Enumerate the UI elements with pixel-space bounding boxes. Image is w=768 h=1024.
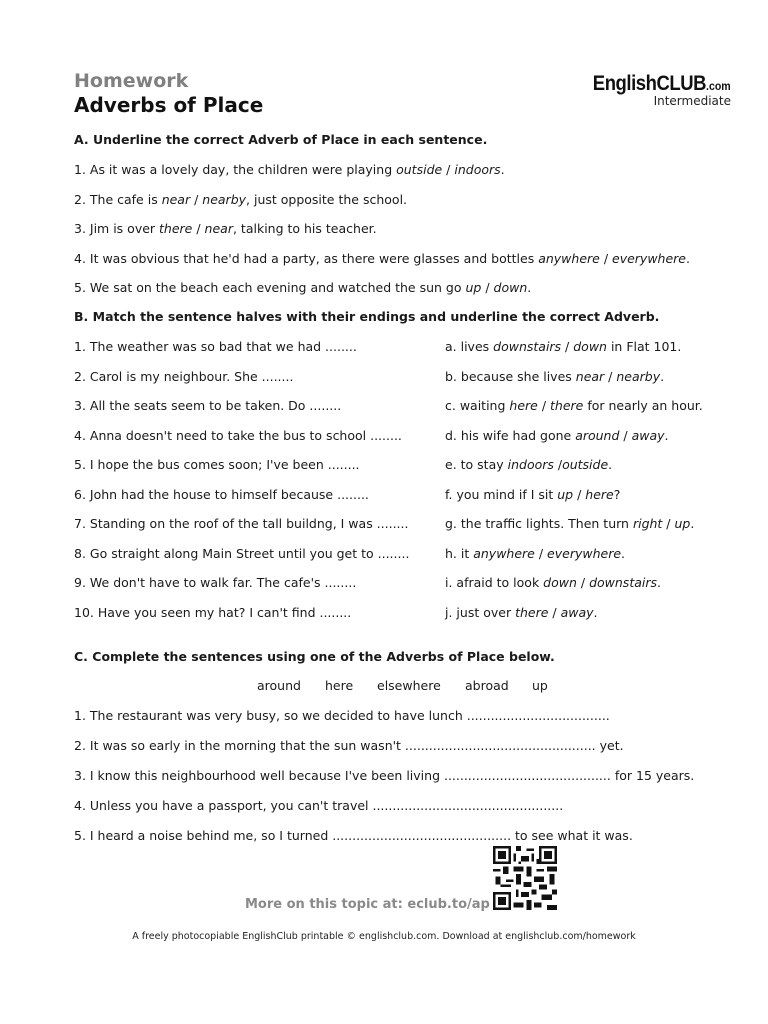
adverb-choice: here [585, 486, 614, 502]
level-label: Intermediate [653, 94, 731, 108]
adverb-choice: outside [396, 162, 443, 177]
word-bank-item: up [532, 678, 548, 693]
adverb-choice: up [557, 486, 574, 502]
adverb-choice: right [632, 516, 663, 531]
adverb-choice: indoors [507, 457, 554, 472]
sentence-text: , just opposite the school. [246, 191, 408, 207]
footer-text: A freely photocopiable EnglishClub printable © englishclub.com. Download at englishclub.com/homework [132, 931, 636, 942]
sentence-text: 5. I hope the bus comes soon; I've been ........ [74, 457, 360, 472]
sentence-text: j. just over [445, 604, 516, 620]
sentence-text: b. because she lives [445, 368, 576, 384]
sentence-text: . [686, 250, 690, 266]
sentence-text: 1. As it was a lovely day, the children were playing [74, 162, 397, 177]
sentence-text: a. lives [445, 339, 494, 354]
sentence-text: 9. We don't have to walk far. The cafe's ........ [74, 575, 357, 590]
adverb-choice: up [674, 516, 691, 531]
exercise-line [74, 516, 408, 531]
sentence-text: 8. Go straight along Main Street until you get to ........ [74, 545, 410, 561]
exercise-line [74, 162, 505, 177]
sentence-text: 10. Have you seen my hat? I can't find ........ [74, 604, 352, 620]
exercise-line [445, 428, 669, 443]
exercise-line [445, 605, 598, 620]
logo-suffix: .com [706, 79, 731, 93]
adverb-choice: indoors [454, 162, 501, 177]
sentence-text: 2. It was so early in the morning that the sun wasn't ................................................ yet. [74, 738, 624, 753]
page-subtitle: Homework [74, 70, 189, 92]
adverb-choice: near [575, 368, 605, 384]
adverb-choice: here [509, 398, 538, 413]
exercise-line [445, 369, 664, 384]
sentence-text: 5. I heard a noise behind me, so I turned ............................................. to see what it was. [74, 828, 633, 843]
sentence-text: 3. Jim is over [74, 221, 160, 236]
sentence-text: / [548, 604, 561, 620]
sentence-text: . [664, 427, 669, 443]
exercise-line [74, 192, 407, 207]
word-bank-item: here [325, 678, 354, 693]
page-title: Adverbs of Place [74, 93, 264, 117]
adverb-choice: nearby [616, 368, 661, 384]
sentence-text: 6. John had the house to himself because ........ [74, 486, 369, 502]
word-bank-item: elsewhere [377, 678, 441, 693]
exercise-line [74, 708, 610, 723]
sentence-text: 2. The cafe is [74, 191, 162, 207]
adverb-choice: near [204, 221, 233, 236]
sentence-text: in Flat 101. [606, 339, 682, 354]
sentence-text: . [657, 575, 661, 590]
section-a-heading: A. Underline the correct Adverb of Place in each sentence. [74, 132, 488, 147]
adverb-choice: there [550, 398, 584, 413]
sentence-text: / [553, 457, 563, 472]
sentence-text: g. the traffic lights. Then turn [445, 516, 633, 531]
sentence-text: 4. Unless you have a passport, you can't travel ................................................ [74, 798, 564, 813]
sentence-text: 2. Carol is my neighbour. She ........ [74, 368, 294, 384]
exercise-line [445, 546, 625, 561]
exercise-line [74, 369, 293, 384]
sentence-text: 1. The restaurant was very busy, so we decided to have lunch .................................... [74, 708, 610, 723]
sentence-text: / [604, 368, 617, 384]
exercise-line [74, 546, 409, 561]
sentence-text: . [621, 545, 626, 561]
sentence-text: i. afraid to look [445, 575, 544, 590]
exercise-line [74, 339, 357, 354]
sentence-text: 3. I know this neighbourhood well because I've been living .......................................... for 15 years. [74, 768, 695, 783]
adverb-choice: down [493, 280, 528, 295]
sentence-text: / [442, 162, 455, 177]
logo-main: EnglishCLUB [593, 72, 707, 95]
qr-code[interactable] [493, 846, 557, 910]
adverb-choice: downstairs [589, 575, 658, 590]
adverb-choice: nearby [202, 191, 247, 207]
sentence-text: 4. It was obvious that he'd had a party, as there were glasses and bottles [74, 250, 539, 266]
sentence-text: . [690, 516, 695, 531]
sentence-text: / [192, 221, 205, 236]
sentence-text: / [576, 575, 590, 590]
adverb-choice: everywhere [547, 545, 622, 561]
sentence-text: . [660, 368, 665, 384]
sentence-text: for nearly an hour. [583, 398, 703, 413]
sentence-text: 1. The weather was so bad that we had ........ [74, 339, 357, 354]
exercise-line [445, 457, 612, 472]
exercise-line [445, 487, 620, 502]
exercise-line [74, 280, 531, 295]
sentence-text: . [500, 162, 505, 177]
exercise-line [445, 398, 703, 413]
adverb-choice: up [465, 280, 482, 295]
word-bank-item: abroad [465, 678, 509, 693]
sentence-text: / [537, 398, 551, 413]
sentence-text: ? [613, 486, 621, 502]
sentence-text: / [481, 280, 494, 295]
sentence-text: / [190, 191, 203, 207]
sentence-text: / [573, 486, 586, 502]
exercise-line [74, 398, 341, 413]
englishclub-logo [593, 72, 731, 96]
sentence-text: / [561, 339, 574, 354]
sentence-text: / [619, 427, 632, 443]
sentence-text: 7. Standing on the roof of the tall buildng, I was ........ [74, 516, 409, 531]
section-c-heading: C. Complete the sentences using one of the Adverbs of Place below. [74, 649, 555, 664]
sentence-text: d. his wife had gone [445, 427, 576, 443]
word-bank-item: around [257, 678, 301, 693]
exercise-line [74, 798, 563, 813]
adverb-choice: down [543, 575, 577, 590]
adverb-choice: away [560, 604, 594, 620]
exercise-line [445, 575, 661, 590]
adverb-choice: there [515, 604, 549, 620]
exercise-line [74, 221, 377, 236]
exercise-line [74, 487, 369, 502]
exercise-line [74, 251, 690, 266]
exercise-line [74, 428, 402, 443]
section-b-heading: B. Match the sentence halves with their endings and underline the correct Adverb. [74, 309, 660, 324]
sentence-text: . [593, 604, 598, 620]
exercise-line [445, 339, 681, 354]
adverb-choice: down [573, 339, 607, 354]
adverb-choice: anywhere [473, 545, 535, 561]
exercise-line [74, 768, 694, 783]
sentence-text: c. waiting [445, 398, 510, 413]
exercise-line [74, 828, 633, 843]
adverb-choice: around [575, 427, 620, 443]
sentence-text: 5. We sat on the beach each evening and watched the sun go [74, 280, 466, 295]
adverb-choice: everywhere [612, 250, 686, 266]
sentence-text: . [527, 280, 532, 295]
adverb-choice: anywhere [538, 250, 600, 266]
sentence-text: 3. All the seats seem to be taken. Do ........ [74, 398, 342, 413]
exercise-line [74, 575, 356, 590]
sentence-text: 4. Anna doesn't need to take the bus to school ........ [74, 427, 402, 443]
sentence-text: e. to stay [445, 457, 508, 472]
exercise-line [74, 738, 624, 753]
sentence-text: f. you mind if I sit [445, 486, 558, 502]
more-info-link[interactable]: More on this topic at: eclub.to/ap [245, 897, 490, 912]
exercise-line [74, 457, 360, 472]
sentence-text: / [662, 516, 675, 531]
adverb-choice: outside [562, 457, 609, 472]
adverb-choice: near [161, 191, 191, 207]
exercise-line [74, 605, 351, 620]
sentence-text: . [608, 457, 613, 472]
sentence-text: / [534, 545, 548, 561]
adverb-choice: downstairs [493, 339, 562, 354]
sentence-text: , talking to his teacher. [232, 221, 377, 236]
sentence-text: / [599, 250, 613, 266]
exercise-line [445, 516, 694, 531]
adverb-choice: away [631, 427, 665, 443]
adverb-choice: there [159, 221, 193, 236]
sentence-text: h. it [445, 545, 474, 561]
